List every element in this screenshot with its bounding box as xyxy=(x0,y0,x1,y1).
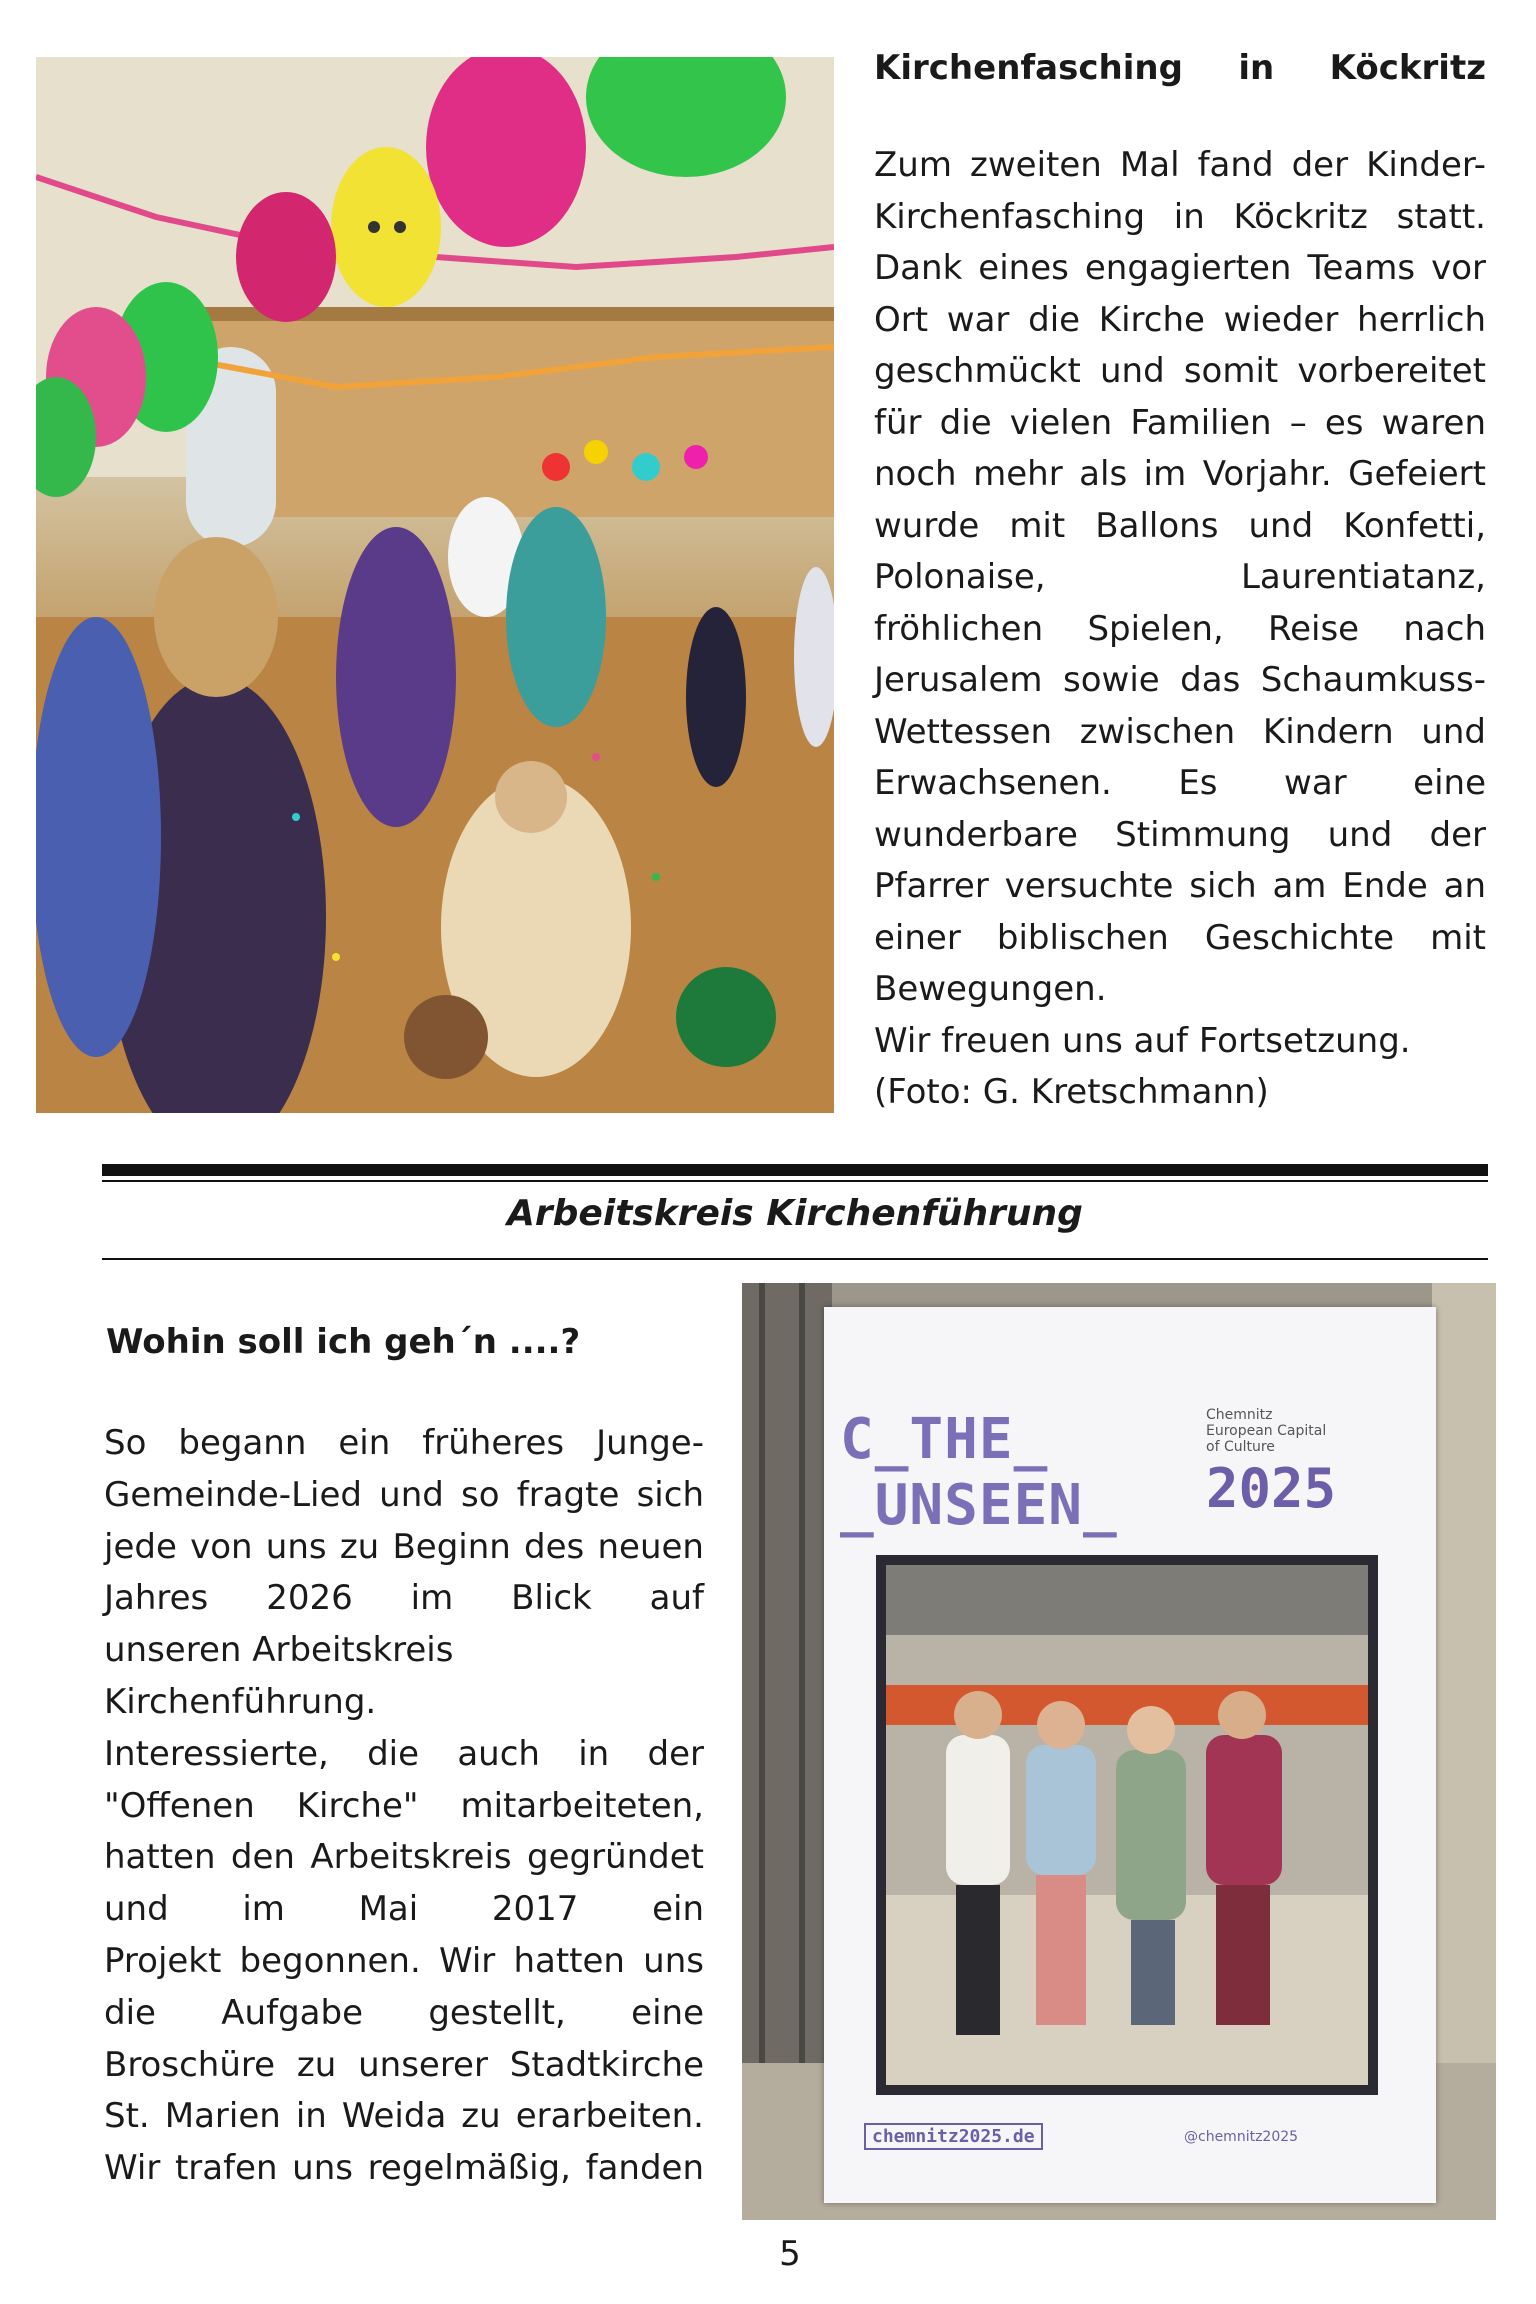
website-label: chemnitz2025.de xyxy=(864,2123,1043,2150)
text-line: noch mehr als im Vorjahr. Gefeiert xyxy=(874,454,1486,494)
text-line: und im Mai 2017 ein xyxy=(104,1889,704,1930)
text-line: wurde mit Ballons und Konfetti, xyxy=(874,505,1486,546)
text-line: Polonaise, Laurentiatanz, xyxy=(874,557,1486,597)
text-line: Broschüre zu unserer Stadtkirche xyxy=(104,2044,704,2085)
capital-of-culture-logo: C_THE_ _UNSEEN_ xyxy=(840,1407,1118,1538)
text-line: für die vielen Familien – es waren xyxy=(874,402,1486,443)
text-line: jede von uns zu Beginn des neuen xyxy=(104,1526,704,1567)
text-line: Jerusalem sowie das Schaumkuss- xyxy=(874,660,1486,700)
text-line: die Aufgabe gestellt, eine xyxy=(104,1992,704,2033)
photo-credit: (Foto: G. Kretschmann) xyxy=(874,1072,1269,1112)
section-divider-thin xyxy=(102,1180,1488,1182)
text-line: einer biblischen Geschichte mit xyxy=(874,917,1486,958)
chemnitz-photo xyxy=(742,1283,1496,2220)
text-line: Zum zweiten Mal fand der Kinder- xyxy=(874,145,1486,185)
page-number: 5 xyxy=(779,2234,801,2274)
text-line: Dank eines engagierten Teams vor xyxy=(874,248,1486,288)
group-of-women-photo xyxy=(886,1565,1368,2085)
article-body xyxy=(874,140,1486,1119)
carnival-photo xyxy=(36,57,834,1113)
text-line: "Offenen Kirche" mitarbeiteten, xyxy=(104,1785,704,1826)
text-line: Jahres 2026 im Blick auf xyxy=(104,1578,704,1619)
text-line: hatten den Arbeitskreis gegründet xyxy=(104,1837,704,1878)
text-line: Ort war die Kirche wieder herrlich xyxy=(874,299,1486,340)
text-line: Bewegungen. xyxy=(874,969,1107,1009)
text-line: geschmückt und somit vorbereitet xyxy=(874,351,1486,391)
article-heading: Kirchenfasching in Köckritz xyxy=(874,48,1486,88)
text-line: Gemeinde-Lied und so fragte sich xyxy=(104,1474,704,1515)
text-line: Kirchenfasching in Köckritz statt. xyxy=(874,196,1486,237)
section-underline xyxy=(102,1258,1488,1260)
text-line: unseren Arbeitskreis xyxy=(104,1630,454,1671)
text-line: Interessierte, die auch in der xyxy=(104,1733,704,1774)
text-line: Wir trafen uns regelmäßig, fanden xyxy=(104,2148,704,2189)
section-title: Arbeitskreis Kirchenführung xyxy=(507,1193,1083,1234)
text-line: Wir freuen uns auf Fortsetzung. xyxy=(874,1020,1411,1061)
text-line: Wettessen zwischen Kindern und xyxy=(874,711,1486,752)
text-line: Pfarrer versuchte sich am Ende an xyxy=(874,866,1486,906)
text-line: Kirchenführung. xyxy=(104,1681,377,1722)
text-line: Erwachsenen. Es war eine xyxy=(874,763,1486,803)
photo-frame-board xyxy=(824,1307,1436,2203)
social-handle: @chemnitz2025 xyxy=(1184,2129,1299,2145)
text-line: wunderbare Stimmung und der xyxy=(874,814,1486,855)
capital-of-culture-caption: Chemnitz European Capital of Culture xyxy=(1206,1407,1327,1455)
article-body xyxy=(104,1418,704,2195)
text-line: So begann ein früheres Junge- xyxy=(104,1423,704,1463)
text-line: fröhlichen Spielen, Reise nach xyxy=(874,608,1486,649)
section-divider-thick xyxy=(102,1164,1488,1176)
text-line: Projekt begonnen. Wir hatten uns xyxy=(104,1940,704,1981)
frame-window xyxy=(876,1555,1378,2095)
article-heading: Wohin soll ich geh´n ....? xyxy=(106,1322,581,1362)
text-line: St. Marien in Weida zu erarbeiten. xyxy=(104,2096,704,2137)
year-mark: 2025 xyxy=(1206,1457,1337,1520)
